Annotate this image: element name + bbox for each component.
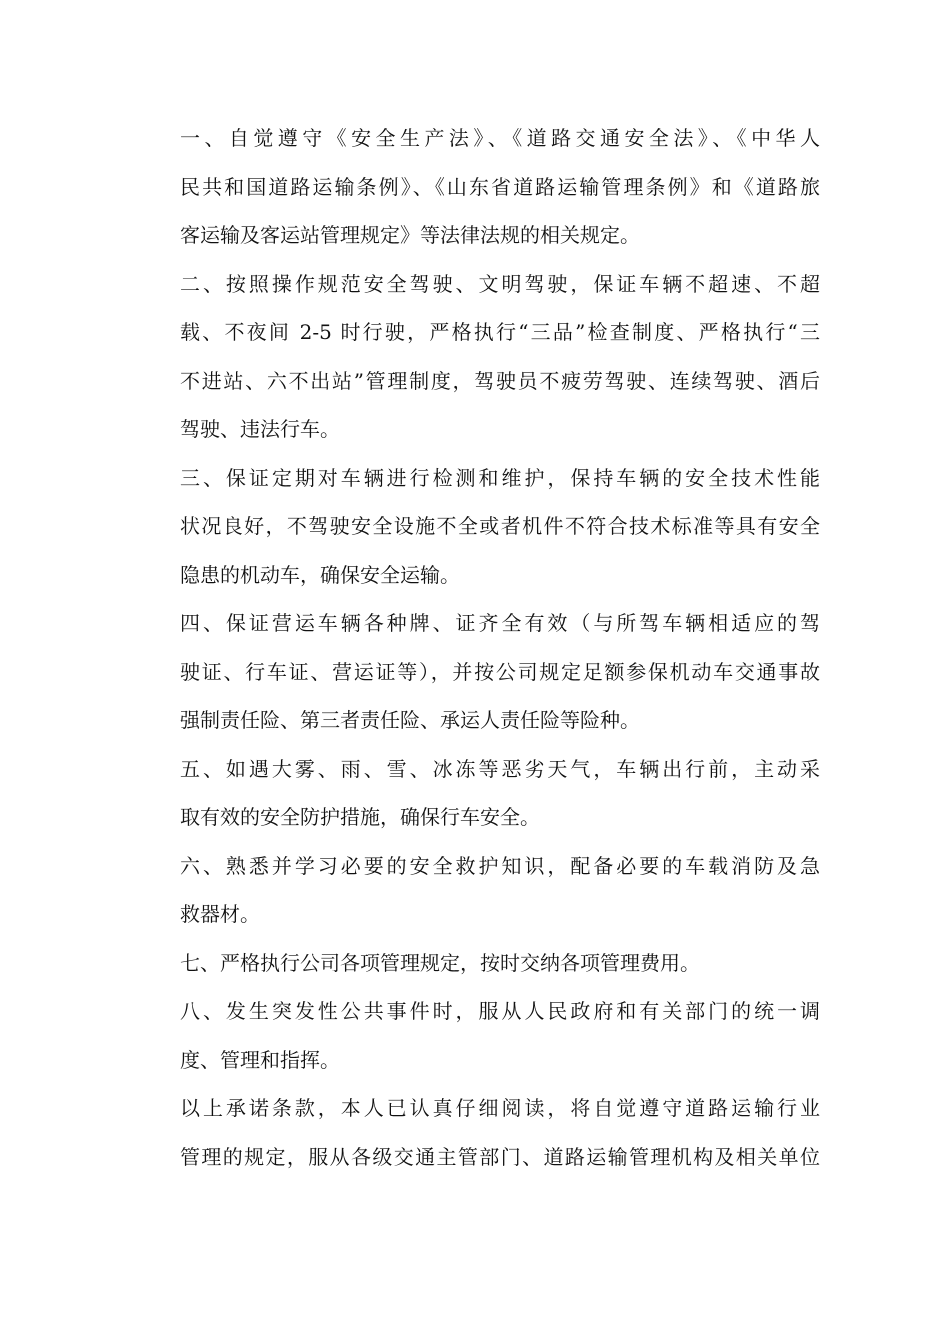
paragraph-line: 二、按照操作规范安全驾驶、文明驾驶，保证车辆不超速、不超 [180,271,820,296]
paragraph-line: 八、发生突发性公共事件时，服从人民政府和有关部门的统一调 [180,999,820,1023]
paragraph-line: 四、保证营运车辆各种牌、证齐全有效（与所驾车辆相适应的驾 [180,611,820,635]
paragraph-8 [140,987,820,1084]
paragraph-line: 驾驶、违法行车。 [180,417,340,441]
paragraph-line: 驶证、行车证、营运证等），并按公司规定足额参保机动车交通事故 [180,659,820,684]
paragraph-4 [140,599,820,745]
paragraph-line: 取有效的安全防护措施，确保行车安全。 [180,805,540,829]
paragraph-line: 状况良好，不驾驶安全设施不全或者机件不符合技术标准等具有安全 [180,514,820,538]
paragraph-7 [140,939,820,988]
paragraph-line: 不进站、六不出站”管理制度，驾驶员不疲劳驾驶、连续驾驶、酒后 [180,368,820,393]
paragraph-line: 强制责任险、第三者责任险、承运人责任险等险种。 [180,708,640,732]
paragraph-line: 七、严格执行公司各项管理规定，按时交纳各项管理费用。 [180,950,700,975]
document-body [140,114,820,1181]
paragraph-line: 民共和国道路运输条例》、《山东省道路运输管理条例》和《道路旅 [180,174,820,199]
paragraph-line: 救器材。 [180,902,260,926]
paragraph-line: 管理的规定，服从各级交通主管部门、道路运输管理机构及相关单位 [180,1144,820,1169]
paragraph-line: 六、熟悉并学习必要的安全救护知识，配备必要的车载消防及急 [180,853,820,878]
paragraph-2 [140,260,820,454]
paragraph-line: 客运输及客运站管理规定》等法律法规的相关规定。 [180,223,640,247]
paragraph-line: 隐患的机动车，确保安全运输。 [180,562,460,587]
paragraph-line: 五、如遇大雾、雨、雪、冰冻等恶劣天气，车辆出行前，主动采 [180,756,820,781]
paragraph-9 [140,1084,820,1181]
paragraph-5 [140,745,820,842]
paragraph-6 [140,842,820,939]
paragraph-1 [140,114,820,260]
paragraph-line: 以上承诺条款，本人已认真仔细阅读，将自觉遵守道路运输行业 [180,1096,820,1120]
paragraph-line: 度、管理和指挥。 [180,1047,340,1072]
paragraph-line: 三、保证定期对车辆进行检测和维护，保持车辆的安全技术性能 [180,465,820,490]
paragraph-line: 一、自觉遵守《安全生产法》、《道路交通安全法》、《中华人 [180,126,820,150]
paragraph-line: 载、不夜间 2-5 时行驶，严格执行“三品”检查制度、严格执行“三 [180,320,820,344]
paragraph-3 [140,454,820,600]
